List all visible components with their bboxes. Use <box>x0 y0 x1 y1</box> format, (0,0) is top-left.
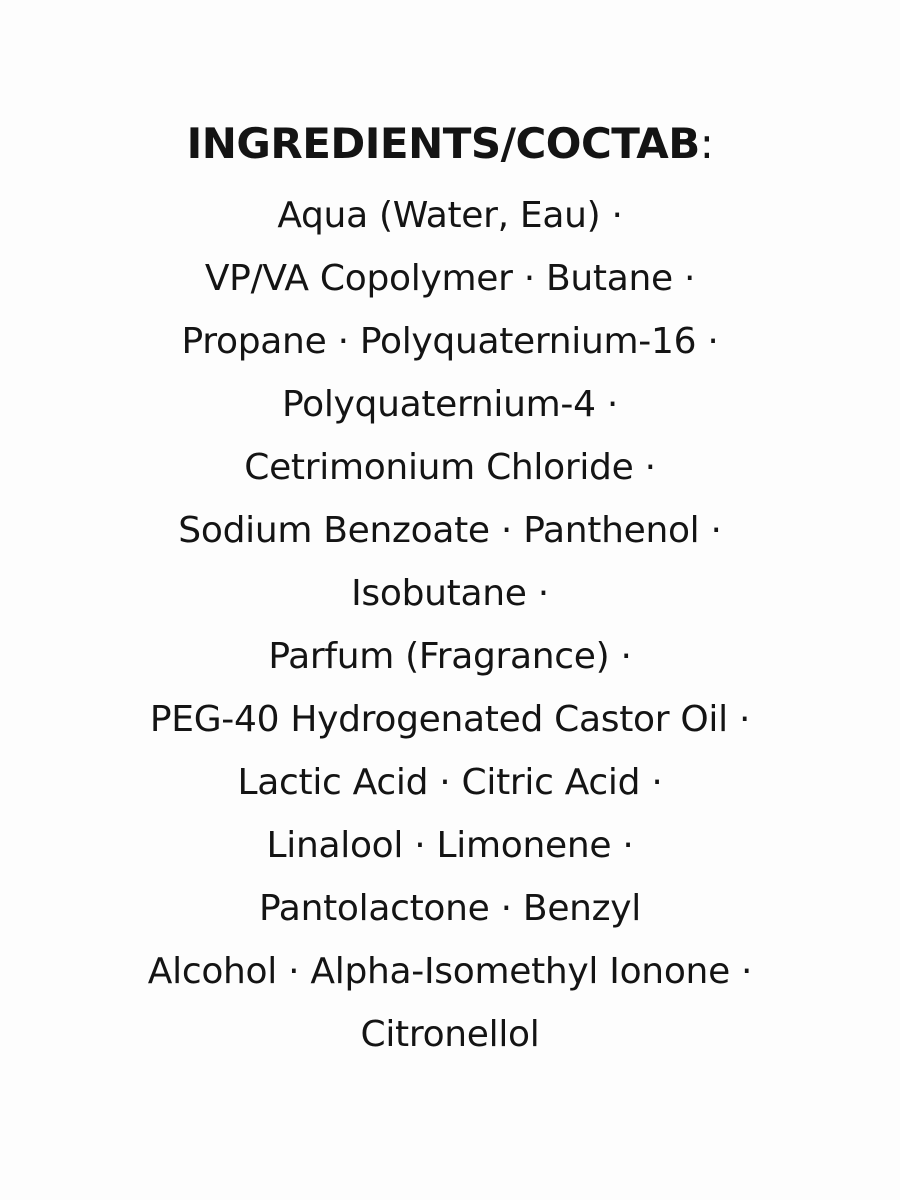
ingredient-list <box>0 184 900 1066</box>
ingredient-line: Polyquaternium-4 · <box>281 384 618 425</box>
ingredient-line: Alcohol · Alpha-Isomethyl Ionone · <box>147 951 753 992</box>
title-colon: : <box>699 119 714 168</box>
ingredient-line: Parfum (Fragrance) · <box>268 636 632 677</box>
ingredient-line: Propane · Polyquaternium-16 · <box>181 321 719 362</box>
page-title <box>0 114 900 174</box>
ingredient-line: Aqua (Water, Eau) · <box>277 195 623 236</box>
ingredient-line: Cetrimonium Chloride · <box>244 447 656 488</box>
ingredient-line: VP/VA Copolymer · Butane · <box>204 258 696 299</box>
title-text: INGREDIENTS/COCTAB <box>186 119 700 168</box>
ingredient-line: PEG-40 Hydrogenated Castor Oil · <box>149 699 751 740</box>
ingredient-line: Citronellol <box>360 1014 540 1055</box>
ingredient-line: Linalool · Limonene · <box>266 825 634 866</box>
ingredient-line: Isobutane · <box>351 573 549 614</box>
ingredient-line: Sodium Benzoate · Panthenol · <box>178 510 722 551</box>
ingredient-line: Pantolactone · Benzyl <box>259 888 641 929</box>
ingredient-line: Lactic Acid · Citric Acid · <box>237 762 663 803</box>
